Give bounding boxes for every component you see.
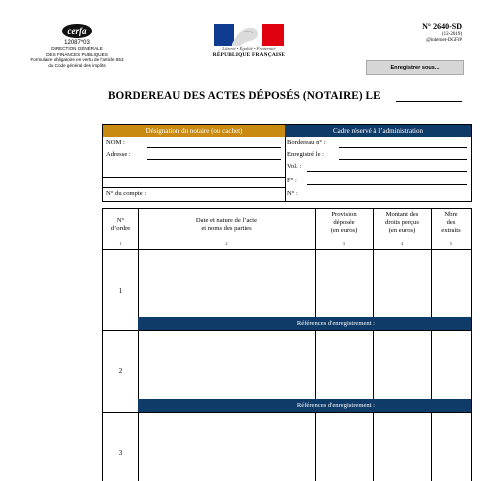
header-line: droits perçus xyxy=(385,219,419,226)
cerfa-logo: cerfa xyxy=(62,24,92,38)
reference-band xyxy=(138,317,471,330)
header-line: extraits xyxy=(441,227,461,234)
issuer-line: Formulaire obligatoire en vertu de l'article 853 xyxy=(30,57,124,63)
save-as-button[interactable]: Enregistrer sous... xyxy=(366,60,464,75)
admin-header: Cadre réservé à l’administration xyxy=(285,125,471,137)
name-field[interactable] xyxy=(147,147,281,148)
reference-band xyxy=(138,399,471,412)
header-line: Provision xyxy=(331,211,357,218)
issuer-block xyxy=(0,46,154,68)
header-line: déposée xyxy=(333,219,355,226)
column-header-order xyxy=(103,217,138,233)
column-number: 2 xyxy=(225,241,228,246)
issuer-line: DIRECTION GÉNÉRALE xyxy=(51,46,103,51)
volume-label: Vol. : xyxy=(287,163,302,170)
form-number: N° 2640-SD xyxy=(422,22,462,31)
issuer-line: du Code général des impôts xyxy=(48,62,106,68)
republic-motto: Liberté • Égalité • Fraternité xyxy=(222,46,276,51)
folio-field[interactable] xyxy=(307,184,467,185)
row-order-number: 3 xyxy=(118,449,123,457)
volume-field[interactable] xyxy=(307,171,467,172)
account-separator xyxy=(103,187,285,188)
header-line: (en euros) xyxy=(388,227,416,234)
name-label: NOM : xyxy=(106,139,125,146)
account-label: N° du compte : xyxy=(106,190,147,197)
header-line: Date et nature de l’acte xyxy=(195,217,258,224)
header-line: Montant des xyxy=(385,211,419,218)
header-line: des xyxy=(446,219,456,226)
address-separator xyxy=(103,177,285,178)
column-header-provision xyxy=(315,211,373,235)
number-label: N° : xyxy=(287,190,298,197)
header-separator xyxy=(103,249,471,250)
address-label: Adresse : xyxy=(106,151,131,158)
acts-table xyxy=(102,208,472,481)
column-header-rights xyxy=(373,211,431,235)
header-line: N° xyxy=(116,217,125,224)
info-divider xyxy=(285,137,286,201)
column-number: 5 xyxy=(449,241,453,246)
form-channel: @internet-DGFiP xyxy=(426,38,462,43)
header-line: Nbre xyxy=(444,211,458,218)
header-line: et noms des parties xyxy=(201,225,252,232)
column-header-extracts xyxy=(431,211,471,235)
registered-label: Enregistré le : xyxy=(287,151,324,158)
info-box xyxy=(102,124,472,202)
reference-label: Références d'enregistrement : xyxy=(296,320,375,327)
form-edition: (12-2019) xyxy=(442,32,462,37)
reference-label: Références d'enregistrement : xyxy=(296,402,375,409)
row-separator xyxy=(103,412,471,413)
date-input-line[interactable] xyxy=(396,101,462,102)
column-number: 4 xyxy=(400,241,404,246)
column-number: 3 xyxy=(342,241,346,246)
marianne-logo xyxy=(214,24,284,46)
header-line: (en euros) xyxy=(330,227,358,234)
republic-label: RÉPUBLIQUE FRANÇAISE xyxy=(212,52,286,58)
row-order-number: 2 xyxy=(118,367,123,375)
document-title: BORDEREAU DES ACTES DÉPOSÉS (NOTAIRE) LE xyxy=(108,90,381,102)
registered-field[interactable] xyxy=(339,159,467,160)
bordereau-label: Bordereau n° : xyxy=(287,139,326,146)
row-separator xyxy=(103,330,471,331)
folio-label: F° : xyxy=(287,177,297,184)
row-order-number: 1 xyxy=(118,287,123,295)
issuer-line: DES FINANCES PUBLIQUES xyxy=(46,51,108,57)
column-header-act xyxy=(138,217,315,233)
notary-header: Désignation du notaire (ou cachet) xyxy=(103,125,285,137)
header-line: d’ordre xyxy=(110,225,131,232)
bordereau-field[interactable] xyxy=(339,147,467,148)
column-number: 1 xyxy=(119,241,122,246)
address-field[interactable] xyxy=(147,159,281,160)
cerfa-number: 12087*03 xyxy=(64,40,90,46)
